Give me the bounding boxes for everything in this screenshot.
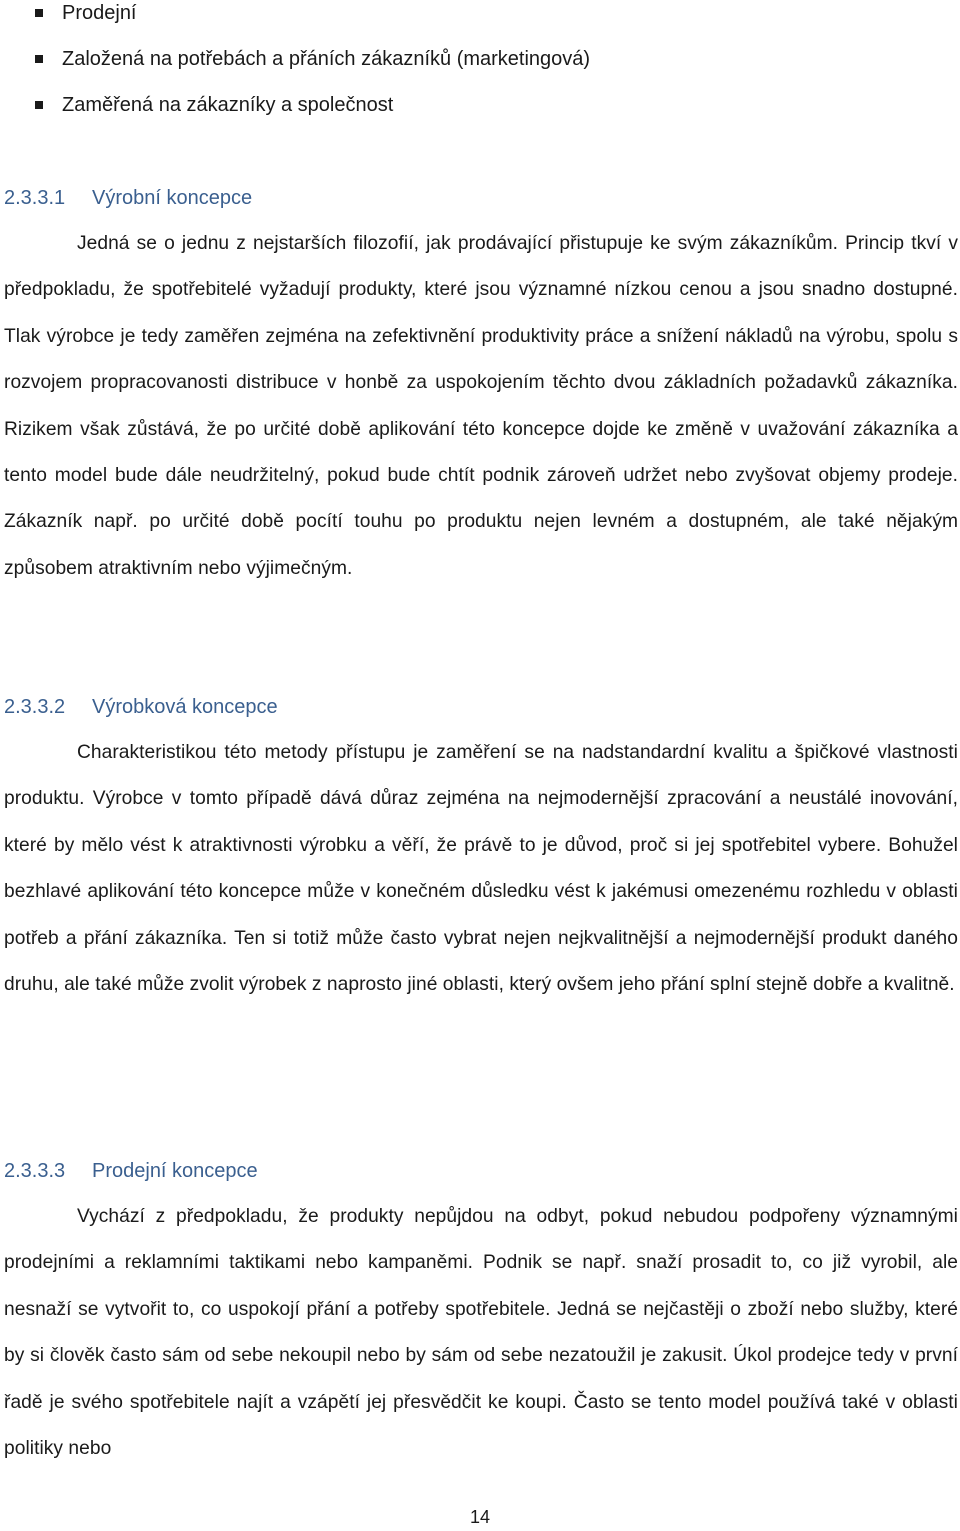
section-title: Výrobní koncepce: [92, 187, 253, 209]
section-number: 2.3.3.2: [4, 696, 66, 718]
section-heading: [4, 684, 958, 730]
section-number: 2.3.3.1: [4, 187, 66, 209]
bullet-item: [0, 0, 960, 36]
section-vyrobni-koncepce: [4, 175, 958, 592]
section-vyrobkova-koncepce: [4, 684, 958, 1008]
bullet-text: Prodejní: [62, 2, 137, 24]
bullet-text: Založená na potřebách a přáních zákazníků (marketingová): [62, 48, 591, 70]
square-bullet-icon: [35, 101, 43, 109]
section-paragraph: Jedná se o jednu z nejstarších filozofií, jak prodávající přistupuje ke svým zákazníkům. Princip tkví v předpokladu, že spotřebitelé vyžadují produkty, které jsou významné nízkou cenou a jsou snadno dostupné. Tlak výrobce je tedy zaměřen zejména na zefektivnění produktivity práce a snížení nákladů na výrobu, spolu s rozvojem propracovanosti distribuce v honbě za uspokojením těchto dvou základních požadavků zákazníka. Rizikem však zůstává, že po určité době aplikování této koncepce dojde ke změně v uvažování zákazníka a tento model bude dále neudržitelný, pokud bude chtít podnik zároveň udržet nebo zvyšovat objemy prodeje. Zákazník např. po určité době pocítí touhu po produktu nejen levném a dostupném, ale také nějakým způsobem atraktivním nebo výjimečným.: [4, 233, 958, 579]
section-title: Výrobková koncepce: [92, 696, 278, 718]
section-paragraph: Vychází z předpokladu, že produkty nepůjdou na odbyt, pokud nebudou podpořeny významnými prodejními a reklamními taktikami nebo kampaněmi. Podnik se např. snaží prosadit to, co již vyrobil, ale nesnaží se vytvořit to, co uspokojí přání a potřeby spotřebitele. Jedná se nejčastěji o zboží nebo služby, které by si člověk často sám od sebe nekoupil nebo by sám od sebe nezatoužil je zakusit. Úkol prodejce tedy v první řadě je svého spotřebitele najít a vzápětí jej přesvědčit ke koupi. Často se tento model používá také v oblasti politiky nebo: [4, 1206, 958, 1460]
square-bullet-icon: [35, 55, 43, 63]
bullet-item: [0, 36, 960, 82]
section-heading: [4, 1148, 958, 1194]
section-prodejni-koncepce: [4, 1148, 958, 1472]
page-number: 14: [469, 1507, 491, 1527]
bullet-text: Zaměřená na zákazníky a společnost: [62, 94, 394, 116]
square-bullet-icon: [35, 9, 43, 17]
section-title: Prodejní koncepce: [92, 1160, 258, 1182]
section-paragraph: Charakteristikou této metody přístupu je zaměření se na nadstandardní kvalitu a špičkové vlastnosti produktu. Výrobce v tomto případě dává důraz zejména na nejmodernější zpracování a neustálé inovování, které by mělo vést k atraktivnosti výrobku a věří, že právě to je důvod, proč si jej spotřebitel vybere. Bohužel bezhlavé aplikování této koncepce může v konečném důsledku vést k jakémusi omezenému rozhledu v oblasti potřeb a přání zákazníka. Ten si totiž může často vybrat nejen nejkvalitnější a nejmodernější produkt daného druhu, ale také může zvolit výrobek z naprosto jiné oblasti, který ovšem jeho přání splní stejně dobře a kvalitně.: [4, 742, 958, 996]
section-heading: [4, 175, 958, 221]
bullet-item: [0, 82, 960, 128]
bullet-list: [0, 0, 960, 128]
section-number: 2.3.3.3: [4, 1160, 66, 1182]
